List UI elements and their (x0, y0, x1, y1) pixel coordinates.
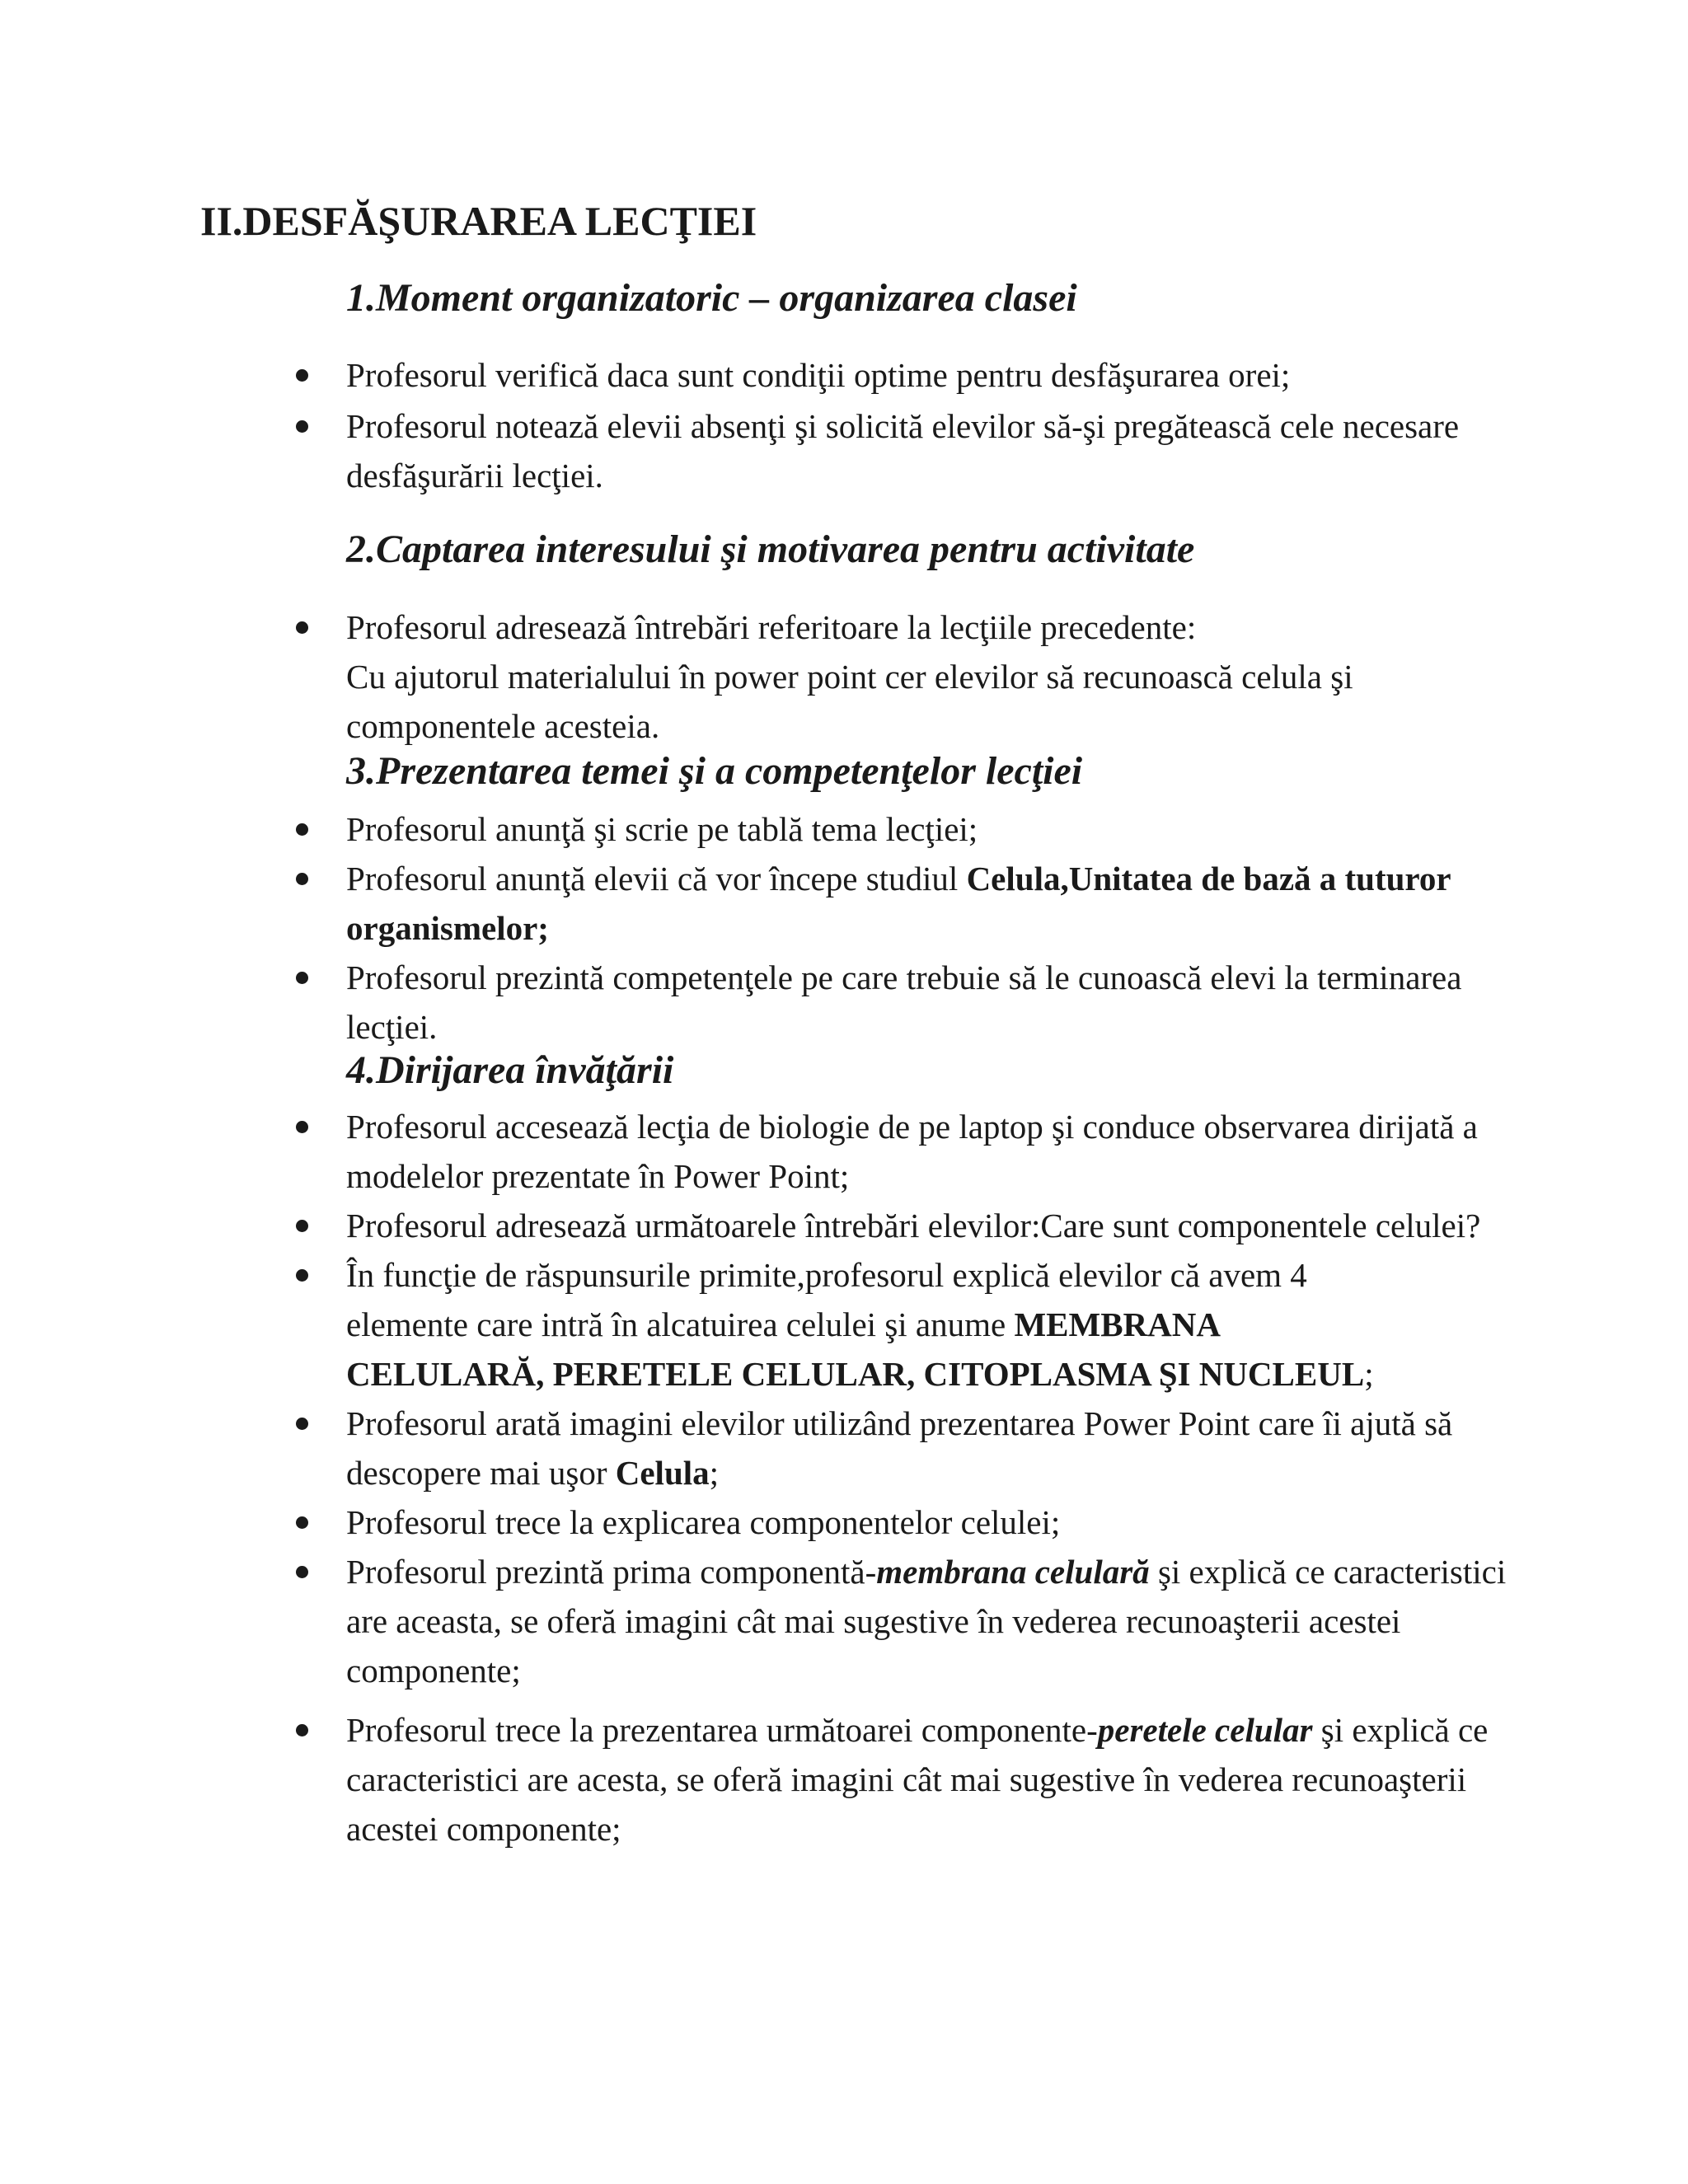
list-item-text: şi explică ce caracteristici are acesta, se oferă imagini cât mai sugestive în vederea recunoaşterii acestei componente; (346, 1711, 1489, 1848)
list-item-text: Profesorul prezintă prima componentă- (346, 1553, 877, 1591)
bold-italic-text: peretele celular (1097, 1711, 1313, 1749)
section-2-list (293, 602, 1512, 751)
section-heading-2: 2.Captarea interesului şi motivarea pentru activitate (346, 527, 1195, 571)
document-title: II.DESFĂŞURAREA LECŢIEI (200, 198, 757, 244)
list-item (293, 1250, 1512, 1399)
list-item-text: ; (1364, 1355, 1374, 1393)
list-item-text: În funcţie de răspunsurile primite,profesorul explică elevilor că avem 4 elemente care intră în alcatuirea celulei şi anume (346, 1256, 1307, 1343)
list-item: Profesorul adresează următoarele întrebări elevilor:Care sunt componentele celulei? (293, 1201, 1512, 1250)
bold-text: Celula (615, 1454, 710, 1492)
list-item: Profesorul verifică daca sunt condiţii optime pentru desfăşurarea orei; (293, 350, 1512, 400)
list-item-line: Cu ajutorul materialului în power point cer elevilor să recunoască celula şi componentele acesteia. (346, 658, 1353, 745)
section-1-list (293, 350, 1512, 500)
list-item-text: Profesorul trece la prezentarea următoarei componente- (346, 1711, 1098, 1749)
list-item-text: şi explică ce caracteristici are aceasta, se oferă imagini cât mai sugestive în vederea recunoaşterii acestei componente; (346, 1553, 1507, 1690)
section-heading-4: 4.Dirijarea învăţării (346, 1048, 674, 1092)
list-item: Profesorul anunţă şi scrie pe tablă tema lecţiei; (293, 804, 1512, 854)
list-item (293, 602, 1512, 751)
section-4-list (293, 1102, 1512, 1854)
list-item-text: Profesorul anunţă elevii că vor începe studiul (346, 860, 967, 898)
list-item (293, 854, 1512, 953)
list-item: Profesorul trece la explicarea componentelor celulei; (293, 1497, 1512, 1547)
list-item: Profesorul prezintă competenţele pe care trebuie să le cunoască elevi la terminarea lecţiei. (293, 953, 1512, 1052)
bold-text: MEMBRANA CELULARĂ, PERETELE CELULAR, CITOPLASMA ŞI NUCLEUL (346, 1305, 1365, 1393)
list-item-text: ; (709, 1454, 720, 1492)
list-item: Profesorul notează elevii absenţi şi solicită elevilor să-şi pregătească cele necesare desfăşurării lecţiei. (293, 401, 1512, 500)
list-item-line: Profesorul adresează întrebări referitoare la lecţiile precedente: (346, 608, 1197, 646)
section-3-list (293, 804, 1512, 1052)
section-heading-1: 1.Moment organizatoric – organizarea clasei (346, 276, 1077, 320)
bold-italic-text: membrana celulară (876, 1553, 1150, 1591)
list-item (293, 1547, 1512, 1695)
list-item (293, 1705, 1512, 1854)
bold-text: Celula,Unitatea de bază a tuturor organismelor; (346, 860, 1451, 947)
list-item-text: Profesorul arată imagini elevilor utilizând prezentarea Power Point care îi ajută să descopere mai uşor (346, 1404, 1453, 1492)
section-heading-3: 3.Prezentarea temei şi a competenţelor lecţiei (346, 749, 1083, 793)
list-item (293, 1399, 1512, 1497)
list-item: Profesorul accesează lecţia de biologie de pe laptop şi conduce observarea dirijată a modelelor prezentate în Power Point; (293, 1102, 1512, 1201)
